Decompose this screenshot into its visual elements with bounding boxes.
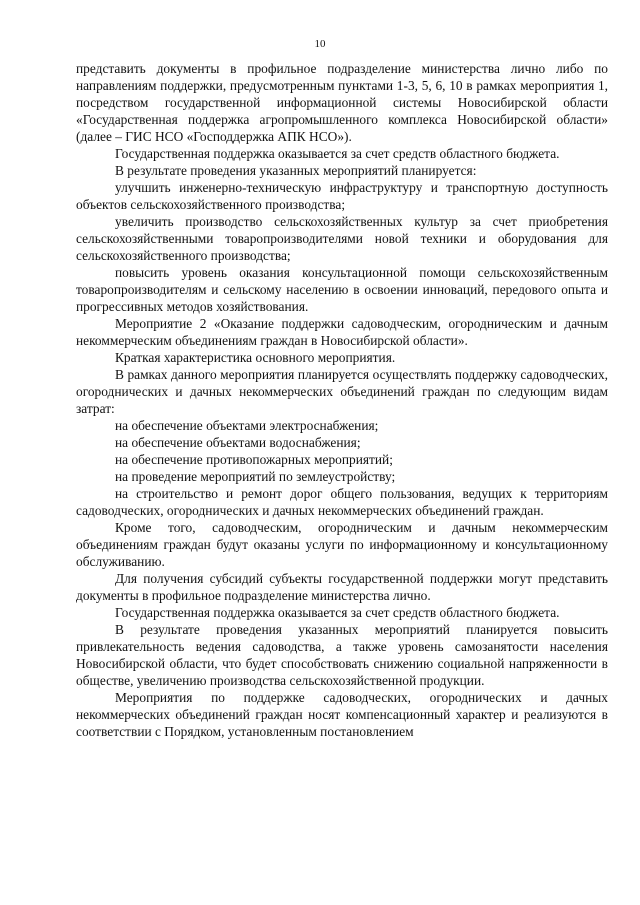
page-number: 10 xyxy=(314,38,326,50)
paragraph-measure-2-title: Мероприятие 2 «Оказание поддержки садоводческим, огородническим и дачным некоммерческим объединениям граждан в Новосибирской области». xyxy=(76,316,608,348)
paragraph-funding-source: Государственная поддержка оказывается за счет средств областного бюджета. xyxy=(115,146,560,161)
paragraph-gis-submission: представить документы в профильное подразделение министерства лично либо по направлениям поддержки, предусмотренным пунктами 1-3, 5, 6, 10 в рамках мероприятия 1, посредством государственной информационной системы Новосибирской области «Государственная поддержка агропромышленного комплекса Новосибирской области» (далее – ГИС НСО «Господдержка АПК НСО»). xyxy=(76,61,608,144)
paragraph-support-scope: В рамках данного мероприятия планируется осуществлять поддержку садоводческих, огороднических и дачных некоммерческих объединений граждан по следующим видам затрат: xyxy=(76,367,608,416)
document-body xyxy=(76,60,608,740)
list-item-electricity: на обеспечение объектами электроснабжения; xyxy=(115,418,379,433)
paragraph-result-production: увеличить производство сельскохозяйственных культур за счет приобретения сельскохозяйственными товаропроизводителями новой техники и оборудования для сельскохозяйственного производства; xyxy=(76,214,608,263)
paragraph-measure-summary-heading: Краткая характеристика основного мероприятия. xyxy=(115,350,396,365)
paragraph-compensation-measures: Мероприятия по поддержке садоводческих, огороднических и дачных некоммерческих объединений граждан носят компенсационный характер и реализуются в соответствии с Порядком, установленным постановлением xyxy=(76,690,608,739)
paragraph-result-infrastructure: улучшить инженерно-техническую инфраструктуру и транспортную доступность объектов сельскохозяйственного производства; xyxy=(76,180,608,212)
paragraph-information-services: Кроме того, садоводческим, огородническим и дачным некоммерческим объединениям граждан будут оказаны услуги по информационному и консультационному обслуживанию. xyxy=(76,520,608,569)
paragraph-subsidy-documents: Для получения субсидий субъекты государственной поддержки могут представить документы в профильное подразделение министерства лично. xyxy=(76,571,608,603)
list-item-land-management: на проведение мероприятий по землеустройству; xyxy=(115,469,396,484)
list-item-fire-safety: на обеспечение противопожарных мероприятий; xyxy=(115,452,393,467)
paragraph-expected-outcomes: В результате проведения указанных мероприятий планируется повысить привлекательность ведения садоводства, а также уровень самозанятости населения Новосибирской области, что будет способствовать снижению социальной напряженности в обществе, увеличению производства сельскохозяйственной продукции. xyxy=(76,622,608,688)
list-item-water: на обеспечение объектами водоснабжения; xyxy=(115,435,361,450)
paragraph-funding-source-2: Государственная поддержка оказывается за счет средств областного бюджета. xyxy=(115,605,560,620)
paragraph-result-consulting: повысить уровень оказания консультационной помощи сельскохозяйственным товаропроизводителям и сельскому населению в освоении инноваций, передового опыта и прогрессивных методов хозяйствования. xyxy=(76,265,608,314)
paragraph-results-intro: В результате проведения указанных мероприятий планируется: xyxy=(115,163,477,178)
list-item-roads: на строительство и ремонт дорог общего пользования, ведущих к территориям садоводческих, огороднических и дачных некоммерческих объединений граждан. xyxy=(76,486,608,518)
